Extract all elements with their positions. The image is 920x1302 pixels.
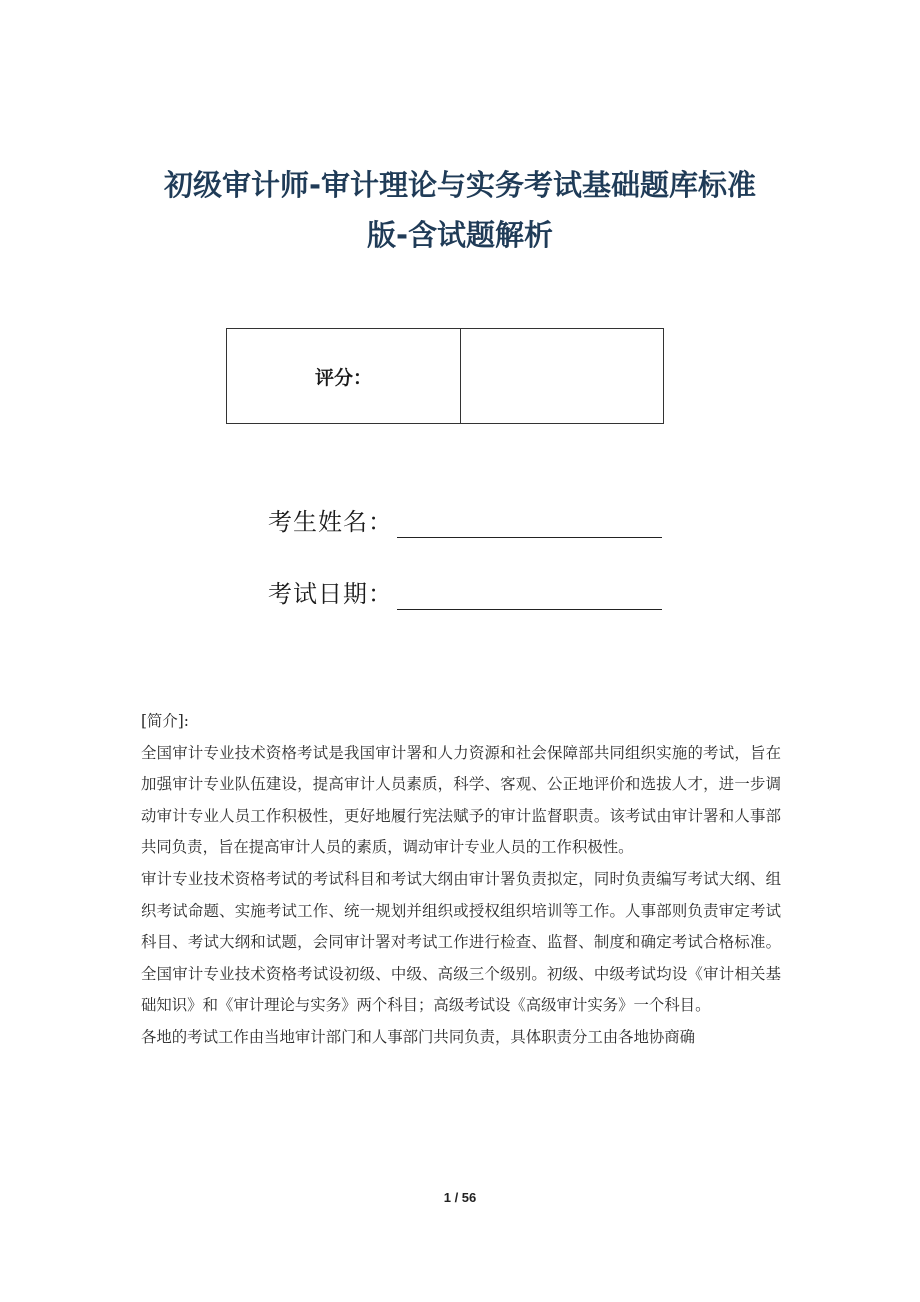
exam-date-field: [268, 578, 662, 610]
document-title-line-1: 初级审计师-审计理论与实务考试基础题库标准: [163, 168, 757, 202]
candidate-name-blank-line: [397, 507, 662, 538]
intro-section: [141, 706, 781, 1054]
document-title-line-2: 版-含试题解析: [366, 218, 554, 252]
candidate-name-label: 考生姓名：: [268, 508, 393, 536]
page-number: 1 / 56: [443, 1190, 477, 1205]
intro-paragraph-3: 各地的考试工作由当地审计部门和人事部门共同负责，具体职责分工由各地协商确: [141, 1027, 696, 1046]
candidate-name-field: [268, 506, 662, 538]
exam-date-label: 考试日期：: [268, 580, 393, 608]
document-title: [100, 160, 820, 260]
score-table: [226, 328, 664, 424]
intro-paragraph-1: 全国审计专业技术资格考试是我国审计署和人力资源和社会保障部共同组织实施的考试，旨在加强审计专业队伍建设，提高审计人员素质，科学、客观、公正地评价和选拔人才，进一步调动审计专业人员工作积极性，更好地履行宪法赋予的审计监督职责。该考试由审计署和人事部共同负责，旨在提高审计人员的素质，调动审计专业人员的工作积极性。: [141, 743, 781, 857]
exam-date-blank-line: [397, 579, 662, 610]
intro-paragraph-2: 审计专业技术资格考试的考试科目和考试大纲由审计署负责拟定，同时负责编写考试大纲、组织考试命题、实施考试工作、统一规划并组织或授权组织培训等工作。人事部则负责审定考试科目、考试大纲和试题，会同审计署对考试工作进行检查、监督、制度和确定考试合格标准。全国审计专业技术资格考试设初级、中级、高级三个级别。初级、中级考试均设《审计相关基础知识》和《审计理论与实务》两个科目；高级考试设《高级审计实务》一个科目。: [141, 869, 781, 1015]
score-value-cell: [461, 329, 663, 423]
score-label: 评分：: [227, 329, 461, 423]
intro-heading: [简介]:: [141, 712, 189, 730]
